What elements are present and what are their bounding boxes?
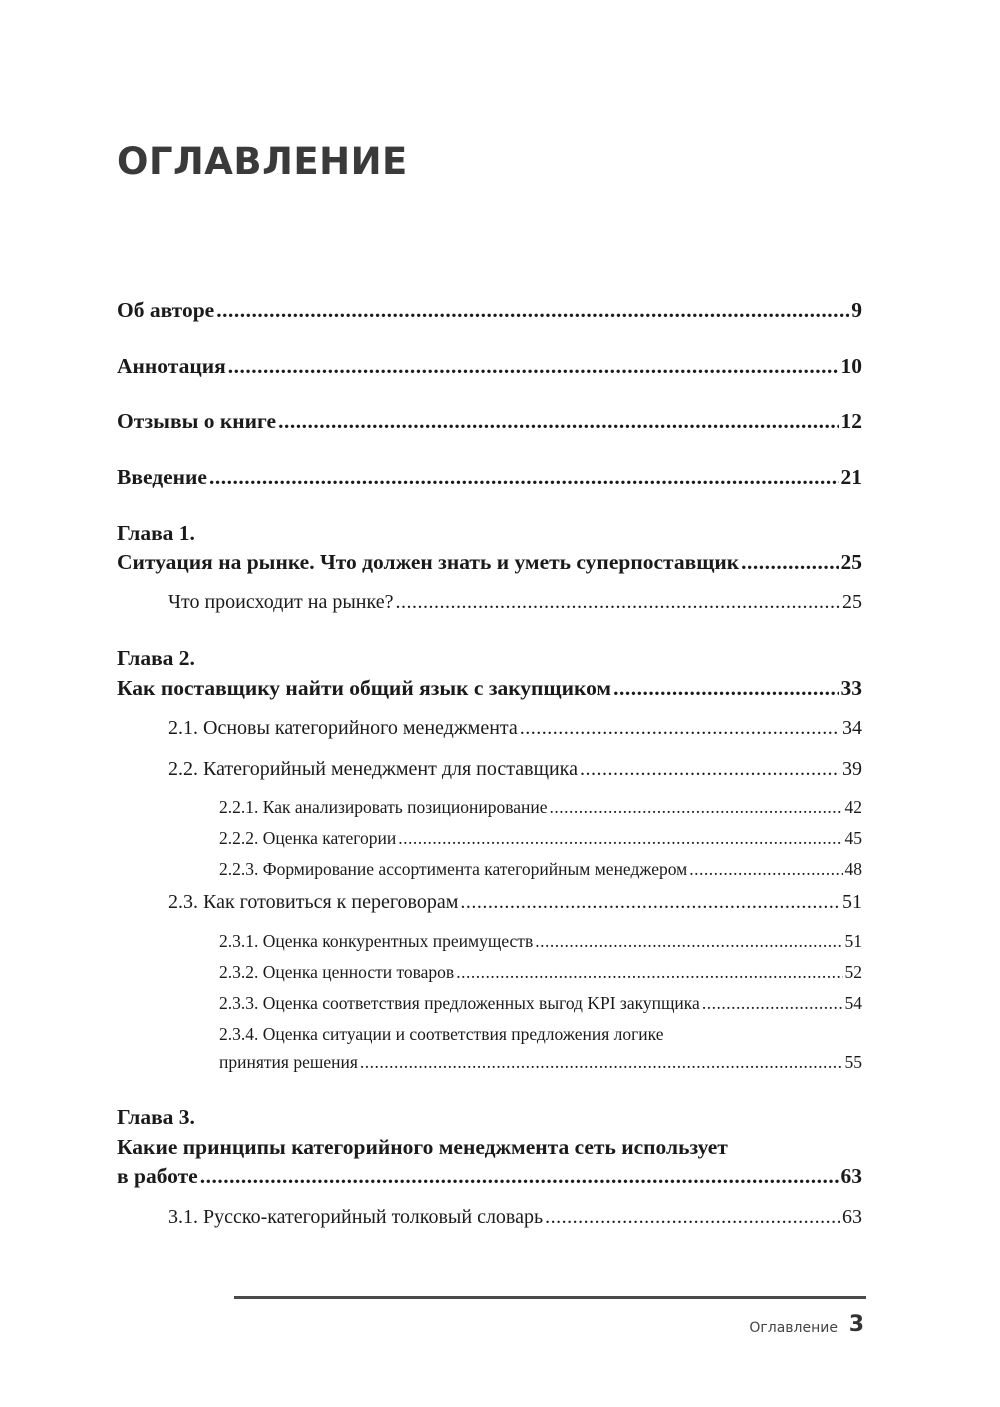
toc-entry-page: 63	[840, 1164, 862, 1188]
page-title: ОГЛАВЛЕНИЕ	[117, 140, 408, 183]
toc-entry-2-3-2[interactable]	[219, 962, 862, 983]
toc-entry-label: Введение	[117, 465, 207, 489]
toc-entry-chapter-2[interactable]	[117, 676, 862, 701]
dot-leader	[535, 931, 842, 952]
toc-entry-page: 10	[840, 354, 862, 378]
toc-entry-page: 33	[840, 676, 862, 700]
toc-entry-2-3-3[interactable]	[219, 993, 862, 1014]
toc-entry-label: 2.1. Основы категорийного менеджмента	[168, 717, 518, 739]
dot-leader	[520, 717, 840, 740]
chapter-1-heading: Глава 1.	[117, 521, 195, 545]
toc-entry-label: 2.2.1. Как анализировать позиционирование	[219, 797, 548, 817]
toc-entry-label: Аннотация	[117, 354, 226, 378]
dot-leader	[545, 1206, 840, 1229]
dot-leader	[460, 891, 840, 914]
toc-entry-label: 2.2.3. Формирование ассортимента категорийным менеджером	[219, 859, 688, 879]
toc-entry-page: 63	[842, 1206, 862, 1228]
footer-rule	[234, 1296, 866, 1299]
toc-entry-page: 51	[844, 931, 862, 951]
toc-entry-label: 2.3.1. Оценка конкурентных преимуществ	[219, 931, 534, 951]
toc-entry-2-3-4-line1[interactable]: 2.3.4. Оценка ситуации и соответствия предложения логике	[219, 1024, 664, 1044]
toc-entry-page: 48	[844, 859, 862, 879]
toc-entry-2-2-3[interactable]	[219, 859, 862, 880]
dot-leader	[395, 591, 840, 614]
toc-entry-label: Как поставщику найти общий язык с закупщиком	[117, 676, 612, 700]
toc-entry-label: в работе	[117, 1164, 198, 1188]
toc-entry-page: 45	[844, 828, 862, 848]
toc-entry-page: 21	[840, 465, 862, 489]
toc-entry-chapter-1[interactable]	[117, 550, 862, 575]
dot-leader	[200, 1164, 839, 1189]
toc-entry-chapter-1-market[interactable]	[168, 591, 862, 614]
toc-entry-label: 3.1. Русско-категорийный толковый словарь	[168, 1206, 544, 1228]
toc-entry-2-3-4[interactable]	[219, 1052, 862, 1073]
toc-entry-page: 51	[842, 891, 862, 913]
toc-entry-label: Отзывы о книге	[117, 409, 277, 433]
dot-leader	[689, 859, 842, 880]
toc-entry-page: 25	[840, 550, 862, 574]
dot-leader	[360, 1052, 843, 1073]
chapter-2-heading: Глава 2.	[117, 646, 195, 670]
toc-entry-label: 2.2. Категорийный менеджмент для поставщика	[168, 758, 578, 780]
toc-entry-page: 39	[842, 758, 862, 780]
toc-entry-page: 9	[851, 298, 862, 322]
toc-entry-2-2[interactable]	[168, 758, 862, 781]
toc-entry-2-2-2[interactable]	[219, 828, 862, 849]
toc-entry-label: 2.3.3. Оценка соответствия предложенных выгод KPI закупщика	[219, 993, 700, 1013]
toc-entry-about-author[interactable]	[117, 298, 862, 323]
toc-entry-2-3[interactable]	[168, 891, 862, 914]
dot-leader	[580, 758, 840, 781]
toc-entry-reviews[interactable]	[117, 409, 862, 434]
toc-entry-label: Что происходит на рынке?	[168, 591, 394, 613]
toc-entry-page: 42	[844, 797, 862, 817]
toc-entry-page: 34	[842, 717, 862, 739]
toc-entry-page: 25	[842, 591, 862, 613]
dot-leader	[550, 797, 843, 818]
dot-leader	[228, 354, 839, 379]
dot-leader	[702, 993, 843, 1014]
chapter-3-heading: Глава 3.	[117, 1105, 195, 1129]
dot-leader	[741, 550, 838, 575]
toc-entry-annotation[interactable]	[117, 354, 862, 379]
toc-entry-introduction[interactable]	[117, 465, 862, 490]
toc-entry-page: 55	[844, 1052, 862, 1072]
toc-entry-label: Об авторе	[117, 298, 215, 322]
toc-entry-label: Ситуация на рынке. Что должен знать и уметь суперпоставщик	[117, 550, 740, 574]
page-number: 3	[848, 1312, 864, 1337]
dot-leader	[216, 298, 849, 323]
toc-entry-2-2-1[interactable]	[219, 797, 862, 818]
toc-entry-page: 12	[840, 409, 862, 433]
dot-leader	[398, 828, 842, 849]
dot-leader	[613, 676, 838, 701]
toc-entry-label: 2.2.2. Оценка категории	[219, 828, 397, 848]
toc-entry-3-1[interactable]	[168, 1206, 862, 1229]
toc-entry-2-3-1[interactable]	[219, 931, 862, 952]
toc-entry-page: 54	[844, 993, 862, 1013]
dot-leader	[278, 409, 838, 434]
chapter-3-title-line1[interactable]: Какие принципы категорийного менеджмента сеть использует	[117, 1135, 728, 1159]
dot-leader	[456, 962, 842, 983]
toc-entry-2-1[interactable]	[168, 717, 862, 740]
toc-entry-label: принятия решения	[219, 1052, 358, 1072]
dot-leader	[209, 465, 839, 490]
toc-entry-label: 2.3.2. Оценка ценности товаров	[219, 962, 455, 982]
toc-entry-label: 2.3. Как готовиться к переговорам	[168, 891, 459, 913]
toc-entry-page: 52	[844, 962, 862, 982]
running-title: Оглавление	[749, 1320, 838, 1336]
toc-entry-chapter-3[interactable]	[117, 1164, 862, 1189]
